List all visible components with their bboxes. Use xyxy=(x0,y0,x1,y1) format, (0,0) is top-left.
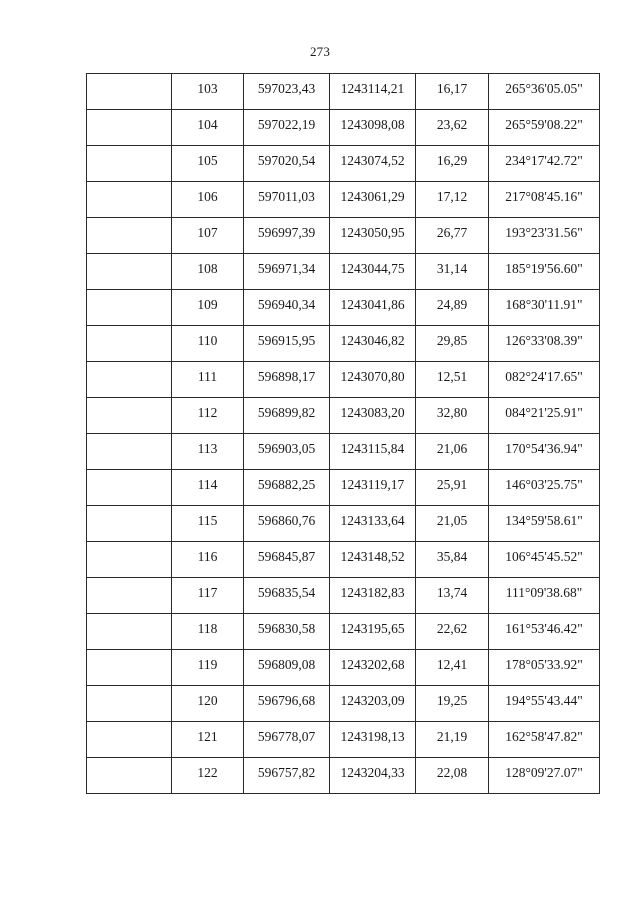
cell-blank xyxy=(87,434,172,470)
cell-blank xyxy=(87,110,172,146)
cell-x-coordinate: 596860,76 xyxy=(244,506,330,542)
page-number: 273 xyxy=(309,44,331,59)
cell-y-coordinate: 1243204,33 xyxy=(330,758,416,794)
cell-point-number: 119 xyxy=(172,650,244,686)
cell-length: 31,14 xyxy=(416,254,489,290)
table-row xyxy=(87,254,600,290)
cell-direction-angle: 134°59'58.61" xyxy=(489,506,600,542)
cell-blank xyxy=(87,686,172,722)
cell-y-coordinate: 1243115,84 xyxy=(330,434,416,470)
table-row xyxy=(87,290,600,326)
table-row xyxy=(87,218,600,254)
cell-blank xyxy=(87,218,172,254)
cell-x-coordinate: 596809,08 xyxy=(244,650,330,686)
cell-blank xyxy=(87,182,172,218)
cell-direction-angle: 168°30'11.91" xyxy=(489,290,600,326)
cell-blank xyxy=(87,578,172,614)
cell-x-coordinate: 596757,82 xyxy=(244,758,330,794)
cell-x-coordinate: 596899,82 xyxy=(244,398,330,434)
cell-direction-angle: 162°58'47.82" xyxy=(489,722,600,758)
cell-point-number: 122 xyxy=(172,758,244,794)
cell-x-coordinate: 596778,07 xyxy=(244,722,330,758)
cell-length: 22,62 xyxy=(416,614,489,650)
cell-x-coordinate: 596898,17 xyxy=(244,362,330,398)
table-row xyxy=(87,182,600,218)
table-row xyxy=(87,434,600,470)
table-row xyxy=(87,470,600,506)
cell-x-coordinate: 597022,19 xyxy=(244,110,330,146)
table-row xyxy=(87,686,600,722)
cell-length: 29,85 xyxy=(416,326,489,362)
cell-x-coordinate: 596997,39 xyxy=(244,218,330,254)
table-row xyxy=(87,650,600,686)
cell-x-coordinate: 596882,25 xyxy=(244,470,330,506)
cell-x-coordinate: 597020,54 xyxy=(244,146,330,182)
cell-length: 23,62 xyxy=(416,110,489,146)
cell-direction-angle: 084°21'25.91" xyxy=(489,398,600,434)
table-row xyxy=(87,110,600,146)
cell-blank xyxy=(87,146,172,182)
cell-length: 17,12 xyxy=(416,182,489,218)
cell-direction-angle: 126°33'08.39" xyxy=(489,326,600,362)
cell-direction-angle: 128°09'27.07" xyxy=(489,758,600,794)
cell-y-coordinate: 1243198,13 xyxy=(330,722,416,758)
cell-length: 16,29 xyxy=(416,146,489,182)
cell-direction-angle: 194°55'43.44" xyxy=(489,686,600,722)
cell-y-coordinate: 1243083,20 xyxy=(330,398,416,434)
cell-y-coordinate: 1243182,83 xyxy=(330,578,416,614)
coordinates-table-body xyxy=(87,74,600,794)
cell-blank xyxy=(87,614,172,650)
cell-point-number: 120 xyxy=(172,686,244,722)
cell-blank xyxy=(87,398,172,434)
cell-y-coordinate: 1243203,09 xyxy=(330,686,416,722)
table-row xyxy=(87,74,600,110)
table-row xyxy=(87,398,600,434)
cell-blank xyxy=(87,254,172,290)
cell-direction-angle: 193°23'31.56" xyxy=(489,218,600,254)
cell-length: 16,17 xyxy=(416,74,489,110)
table-row xyxy=(87,614,600,650)
cell-point-number: 109 xyxy=(172,290,244,326)
cell-direction-angle: 082°24'17.65" xyxy=(489,362,600,398)
cell-point-number: 115 xyxy=(172,506,244,542)
cell-y-coordinate: 1243046,82 xyxy=(330,326,416,362)
cell-point-number: 111 xyxy=(172,362,244,398)
cell-x-coordinate: 597011,03 xyxy=(244,182,330,218)
cell-x-coordinate: 596940,34 xyxy=(244,290,330,326)
cell-x-coordinate: 596971,34 xyxy=(244,254,330,290)
cell-y-coordinate: 1243044,75 xyxy=(330,254,416,290)
cell-y-coordinate: 1243133,64 xyxy=(330,506,416,542)
cell-direction-angle: 111°09'38.68" xyxy=(489,578,600,614)
cell-y-coordinate: 1243041,86 xyxy=(330,290,416,326)
cell-blank xyxy=(87,506,172,542)
cell-x-coordinate: 596915,95 xyxy=(244,326,330,362)
cell-point-number: 113 xyxy=(172,434,244,470)
cell-length: 24,89 xyxy=(416,290,489,326)
cell-length: 12,41 xyxy=(416,650,489,686)
cell-point-number: 114 xyxy=(172,470,244,506)
cell-x-coordinate: 596835,54 xyxy=(244,578,330,614)
cell-length: 21,19 xyxy=(416,722,489,758)
cell-point-number: 104 xyxy=(172,110,244,146)
cell-blank xyxy=(87,470,172,506)
cell-direction-angle: 178°05'33.92" xyxy=(489,650,600,686)
table-row xyxy=(87,506,600,542)
cell-direction-angle: 265°59'08.22" xyxy=(489,110,600,146)
cell-direction-angle: 170°54'36.94" xyxy=(489,434,600,470)
cell-y-coordinate: 1243070,80 xyxy=(330,362,416,398)
cell-x-coordinate: 596830,58 xyxy=(244,614,330,650)
table-row xyxy=(87,722,600,758)
table-row xyxy=(87,362,600,398)
cell-y-coordinate: 1243195,65 xyxy=(330,614,416,650)
cell-point-number: 121 xyxy=(172,722,244,758)
cell-direction-angle: 217°08'45.16" xyxy=(489,182,600,218)
cell-y-coordinate: 1243061,29 xyxy=(330,182,416,218)
cell-y-coordinate: 1243119,17 xyxy=(330,470,416,506)
cell-point-number: 108 xyxy=(172,254,244,290)
cell-point-number: 118 xyxy=(172,614,244,650)
cell-point-number: 110 xyxy=(172,326,244,362)
cell-y-coordinate: 1243202,68 xyxy=(330,650,416,686)
cell-direction-angle: 234°17'42.72" xyxy=(489,146,600,182)
cell-point-number: 107 xyxy=(172,218,244,254)
cell-length: 19,25 xyxy=(416,686,489,722)
cell-point-number: 117 xyxy=(172,578,244,614)
table-row xyxy=(87,578,600,614)
cell-point-number: 112 xyxy=(172,398,244,434)
cell-length: 13,74 xyxy=(416,578,489,614)
cell-blank xyxy=(87,326,172,362)
coordinates-table xyxy=(86,73,600,794)
table-row xyxy=(87,146,600,182)
cell-blank xyxy=(87,74,172,110)
cell-length: 22,08 xyxy=(416,758,489,794)
cell-point-number: 106 xyxy=(172,182,244,218)
cell-x-coordinate: 596796,68 xyxy=(244,686,330,722)
cell-y-coordinate: 1243114,21 xyxy=(330,74,416,110)
cell-length: 35,84 xyxy=(416,542,489,578)
cell-y-coordinate: 1243098,08 xyxy=(330,110,416,146)
cell-length: 21,05 xyxy=(416,506,489,542)
cell-direction-angle: 185°19'56.60" xyxy=(489,254,600,290)
cell-point-number: 116 xyxy=(172,542,244,578)
cell-x-coordinate: 596845,87 xyxy=(244,542,330,578)
cell-y-coordinate: 1243148,52 xyxy=(330,542,416,578)
cell-blank xyxy=(87,290,172,326)
cell-y-coordinate: 1243050,95 xyxy=(330,218,416,254)
cell-y-coordinate: 1243074,52 xyxy=(330,146,416,182)
cell-point-number: 105 xyxy=(172,146,244,182)
table-row xyxy=(87,758,600,794)
cell-blank xyxy=(87,362,172,398)
cell-direction-angle: 161°53'46.42" xyxy=(489,614,600,650)
cell-blank xyxy=(87,758,172,794)
cell-direction-angle: 146°03'25.75" xyxy=(489,470,600,506)
cell-length: 21,06 xyxy=(416,434,489,470)
cell-direction-angle: 265°36'05.05" xyxy=(489,74,600,110)
table-row xyxy=(87,326,600,362)
cell-length: 26,77 xyxy=(416,218,489,254)
cell-blank xyxy=(87,542,172,578)
cell-blank xyxy=(87,650,172,686)
cell-length: 12,51 xyxy=(416,362,489,398)
cell-x-coordinate: 597023,43 xyxy=(244,74,330,110)
cell-point-number: 103 xyxy=(172,74,244,110)
table-row xyxy=(87,542,600,578)
cell-length: 25,91 xyxy=(416,470,489,506)
cell-length: 32,80 xyxy=(416,398,489,434)
cell-x-coordinate: 596903,05 xyxy=(244,434,330,470)
cell-direction-angle: 106°45'45.52" xyxy=(489,542,600,578)
cell-blank xyxy=(87,722,172,758)
